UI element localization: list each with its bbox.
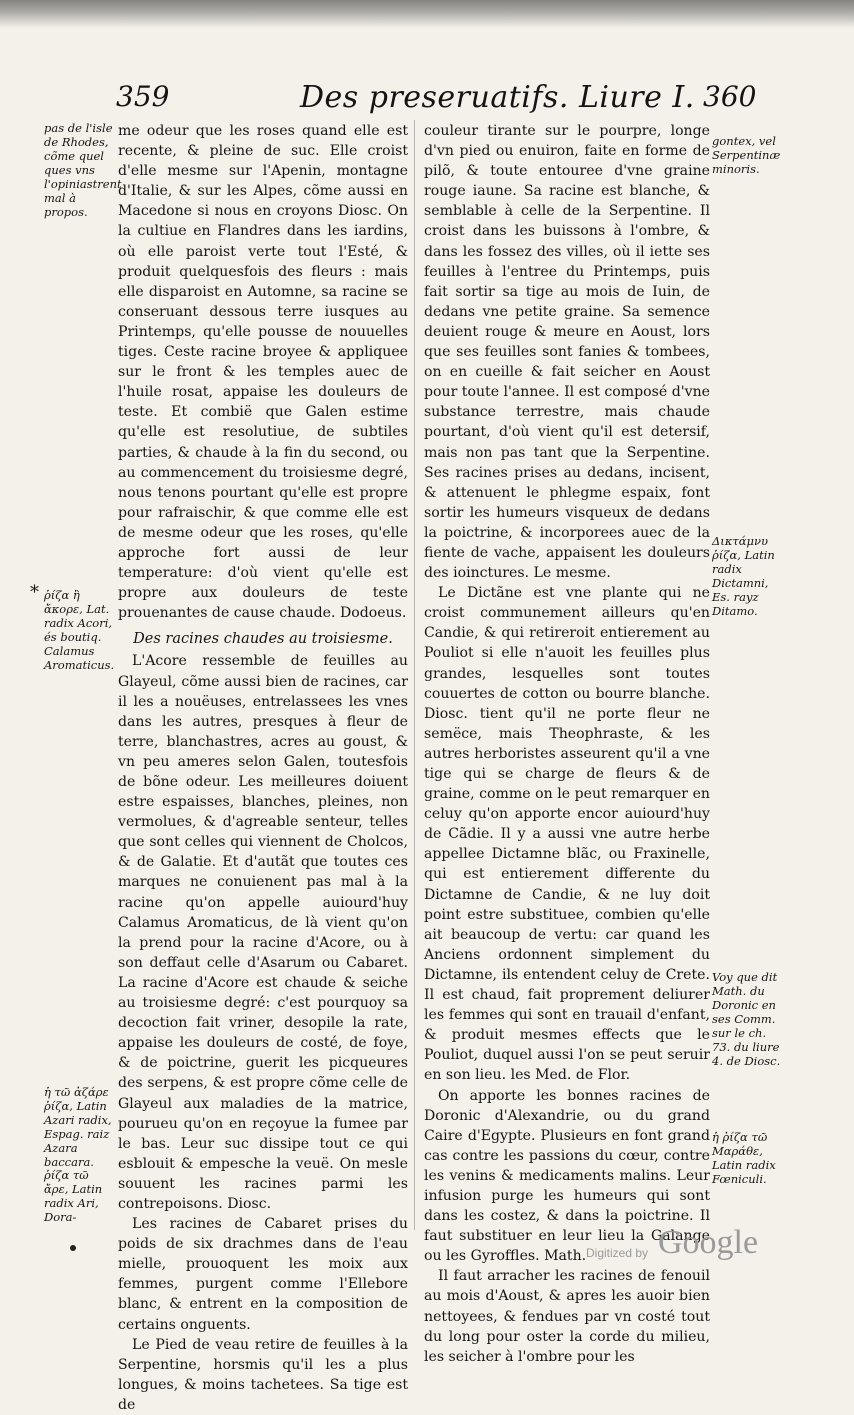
margin-note-text: ἡ τῶ ἀζάρε ῥίζα, Latin Azari radix, Espag. raiz Azara baccara. — [44, 1085, 112, 1169]
right-column — [424, 121, 710, 1367]
margin-note-text: pas de l'isle de Rhodes, cõme quel ques vns l'opiniastrent mal à propos. — [44, 121, 122, 219]
ink-dot — [70, 1245, 76, 1251]
left-margin-note-1 — [44, 121, 122, 219]
left-paragraph-3: Les racines de Cabaret prises du poids de six drachmes dans de l'eau mielle, prouoquent les moix aux femmes, purgent comme l'Ellebore blanc, & entrent en la composition de certains onguents. — [118, 1216, 408, 1333]
left-paragraph-4: Le Pied de veau retire de feuilles à la Serpentine, horsmis qu'il les a plus longues, & moins tachetees. Sa tige est de — [118, 1336, 408, 1413]
right-margin-note-2 — [712, 534, 782, 618]
margin-note-text: Voy que dit Math. du Doronic en ses Comm. sur le ch. 73. du liure 4. de Diosc. — [712, 970, 781, 1068]
right-margin-note-4 — [712, 1130, 782, 1186]
right-paragraph-1: couleur tirante sur le pourpre, longe d'vn pied ou enuiron, faite en forme de pilõ, & toute entouree d'vne graine rouge iaune. Sa racine est blanche, & semblable à celle de la Serpentine. Il croist dans les buissons à l'ombre, & dans les fossez des villes, où il iette ses feuilles à l'entree du Printemps, puis fait sortir sa tige au mois de Iuin, de dedans vne petite graine. Sa semence deuient rouge & meure en Aoust, lors que ses feuilles sont fanies & tombees, on en cueille & fait seicher en Aoust pour toute l'annee. Il est composé d'vne substance terrestre, mais chaude pourtant, d'où vient qu'il est detersif, mais non pas tant que la Serpentine. Ses racines prises au dedans, incisent, & attenuent le phlegme espaix, font sortir les humeurs visqueux de dedans la poictrine, & incorporees auec de la fiente de vache, appaisent les douleurs des ioinctures. Le mesme. — [424, 123, 710, 582]
right-margin-note-3 — [712, 970, 782, 1068]
right-paragraph-3: On apporte les bonnes racines de Doronic d'Alexandrie, ou du grand Caire d'Egypte. Plusieurs en font grand cas contre les passions du cœur, contre les venins & medicaments malins. Leur infusion purge les humeurs qui sont dans les costez, & dans la poictrine. Il faut substituer en leur lieu la Galange ou les Gyroffles. Math. — [424, 1087, 710, 1265]
running-header — [0, 80, 854, 124]
margin-note-text: ῥίζα ἢ ἄκορε, Lat. radix Acori, és boutiq. Calamus Aromaticus. — [44, 588, 115, 672]
asterisk-mark: * — [30, 582, 39, 603]
page-number-right: 360 — [703, 80, 757, 113]
left-margin-note-3 — [44, 1085, 116, 1169]
left-column — [118, 121, 408, 1415]
margin-note-text: gontex, vel Serpentinæ minoris. — [712, 134, 781, 176]
running-title: Des preseruatifs. Liure I. — [300, 80, 695, 115]
left-margin-note-2 — [44, 588, 116, 672]
scan-edge — [0, 0, 854, 28]
watermark-prefix: Digitized by — [586, 1246, 649, 1260]
margin-note-text: ῥίζα τῶ ἄρε, Latin radix Ari, Dora- — [44, 1168, 103, 1224]
left-paragraph-2: L'Acore ressemble de feuilles au Glayeul, cõme aussi bien de racines, car il les a nouëuses, entrelassees les vnes dans les autres, presques à fleur de terre, blanchastres, acres au goust, & vn peu ameres selon Galen, toutesfois de bõne odeur. Les meilleures doiuent estre espaisses, blanches, pleines, non vermolues, & d'agreable senteur, telles que sont celles qui viennent de Cholcos, & de Galatie. Et d'autãt que toutes ces marques ne conuienent pas mal à la racine qu'on appelle auiourd'huy Calamus Aromaticus, de là vient qu'on la prend pour la racine d'Acore, ou à son deffaut celle d'Asarum ou Cabaret. La racine d'Acore est chaude & seiche au troisiesme degré: c'est pourquoy sa decoction fait vriner, desopile la rate, appaise les douleurs de costé, de foye, & de poictrine, guerit les picqueures des serpens, & est propre cõme celle de Glayeul aux maladies de la matrice, pourueu qu'on en reçoyue la fumee par le bas. Leur suc dissipe tout ce qui esblouit & empesche la veuë. On mesle souuent les racines parmi les contrepoisons. Diosc. — [118, 653, 408, 1212]
right-paragraph-4: Il faut arracher les racines de fenouil au mois d'Aoust, & apres les auoir bien nettoyees, & fendues par vn costé tout du long pour oster la corde du milieu, les seicher à l'ombre pour les — [424, 1268, 710, 1365]
watermark-logo: Google — [658, 1224, 759, 1261]
right-margin-note-1 — [712, 134, 782, 176]
left-paragraph-1: me odeur que les roses quand elle est recente, & pleine de suc. Elle croist d'elle mesme sur l'Apenin, montagne d'Italie, & sur les Alpes, cõme aussi en Macedone si nous en croyons Diosc. On la cultiue en Flandres dans les iardins, où elle paroist verte tout l'Esté, & produit quelquesfois des fleurs : mais elle disparoist en Automne, sa racine se conseruant dessous terre iusques au Printemps, qu'elle pousse de nouuelles tiges. Ceste racine broyee & appliquee sur le front & les temples auec de l'huile rosat, appaise les douleurs de teste. Et combië que Galen estime qu'elle est resolutiue, de subtiles parties, & chaude à la fin du second, ou au commencement du troisiesme degré, nous tenons pourtant qu'elle est propre pour rafraischir, & que comme elle est de mesme odeur que les roses, qu'elle approche fort aussi de leur temperature: d'où vient qu'elle est propre aux douleurs de teste prouenantes de cause chaude. Dodoeus. — [118, 123, 408, 622]
column-divider — [414, 120, 415, 1230]
margin-note-text: ἡ ῥίζα τῶ Μαράθε, Latin radix Fœniculi. — [712, 1130, 776, 1186]
left-margin-note-4 — [44, 1168, 116, 1224]
section-heading: Des racines chaudes au troisiesme. — [133, 631, 393, 648]
margin-note-text: Δικτάμνυ ῥίζα, Latin radix Dictamni, Es. rayz Ditamo. — [712, 534, 775, 618]
right-paragraph-2: Le Dictãne est vne plante qui ne croist communement ailleurs qu'en Candie, & qui retireroit entierement au Pouliot si elle n'auoit les feuilles plus grandes, lesquelles sont toutes couuertes de cotton ou bourre blanche. Diosc. tient qu'il ne porte fleur ne semëce, mais Theophraste, & les autres herboristes asseurent qu'il a vne tige qui se charge de fleurs & de graine, comme on le peut remarquer en celuy qu'on apporte encor auiourd'huy de Cãdie. Il y a aussi vne autre herbe appellee Dictamne blãc, ou Fraxinelle, qui est entierement differente du Dictamne de Candie, & ne luy doit point estre substituee, combien qu'elle ait beaucoup de vertu: car quand les Anciens ordonnent simplement du Dictamne, ils entendent celuy de Crete. Il est chaud, fait proprement deliurer les femmes qui sont en trauail d'enfant, & produit mesmes effects que le Pouliot, duquel aussi l'on se peut seruir en son lieu. les Med. de Flor. — [424, 585, 710, 1084]
page-number-left: 359 — [116, 80, 170, 113]
